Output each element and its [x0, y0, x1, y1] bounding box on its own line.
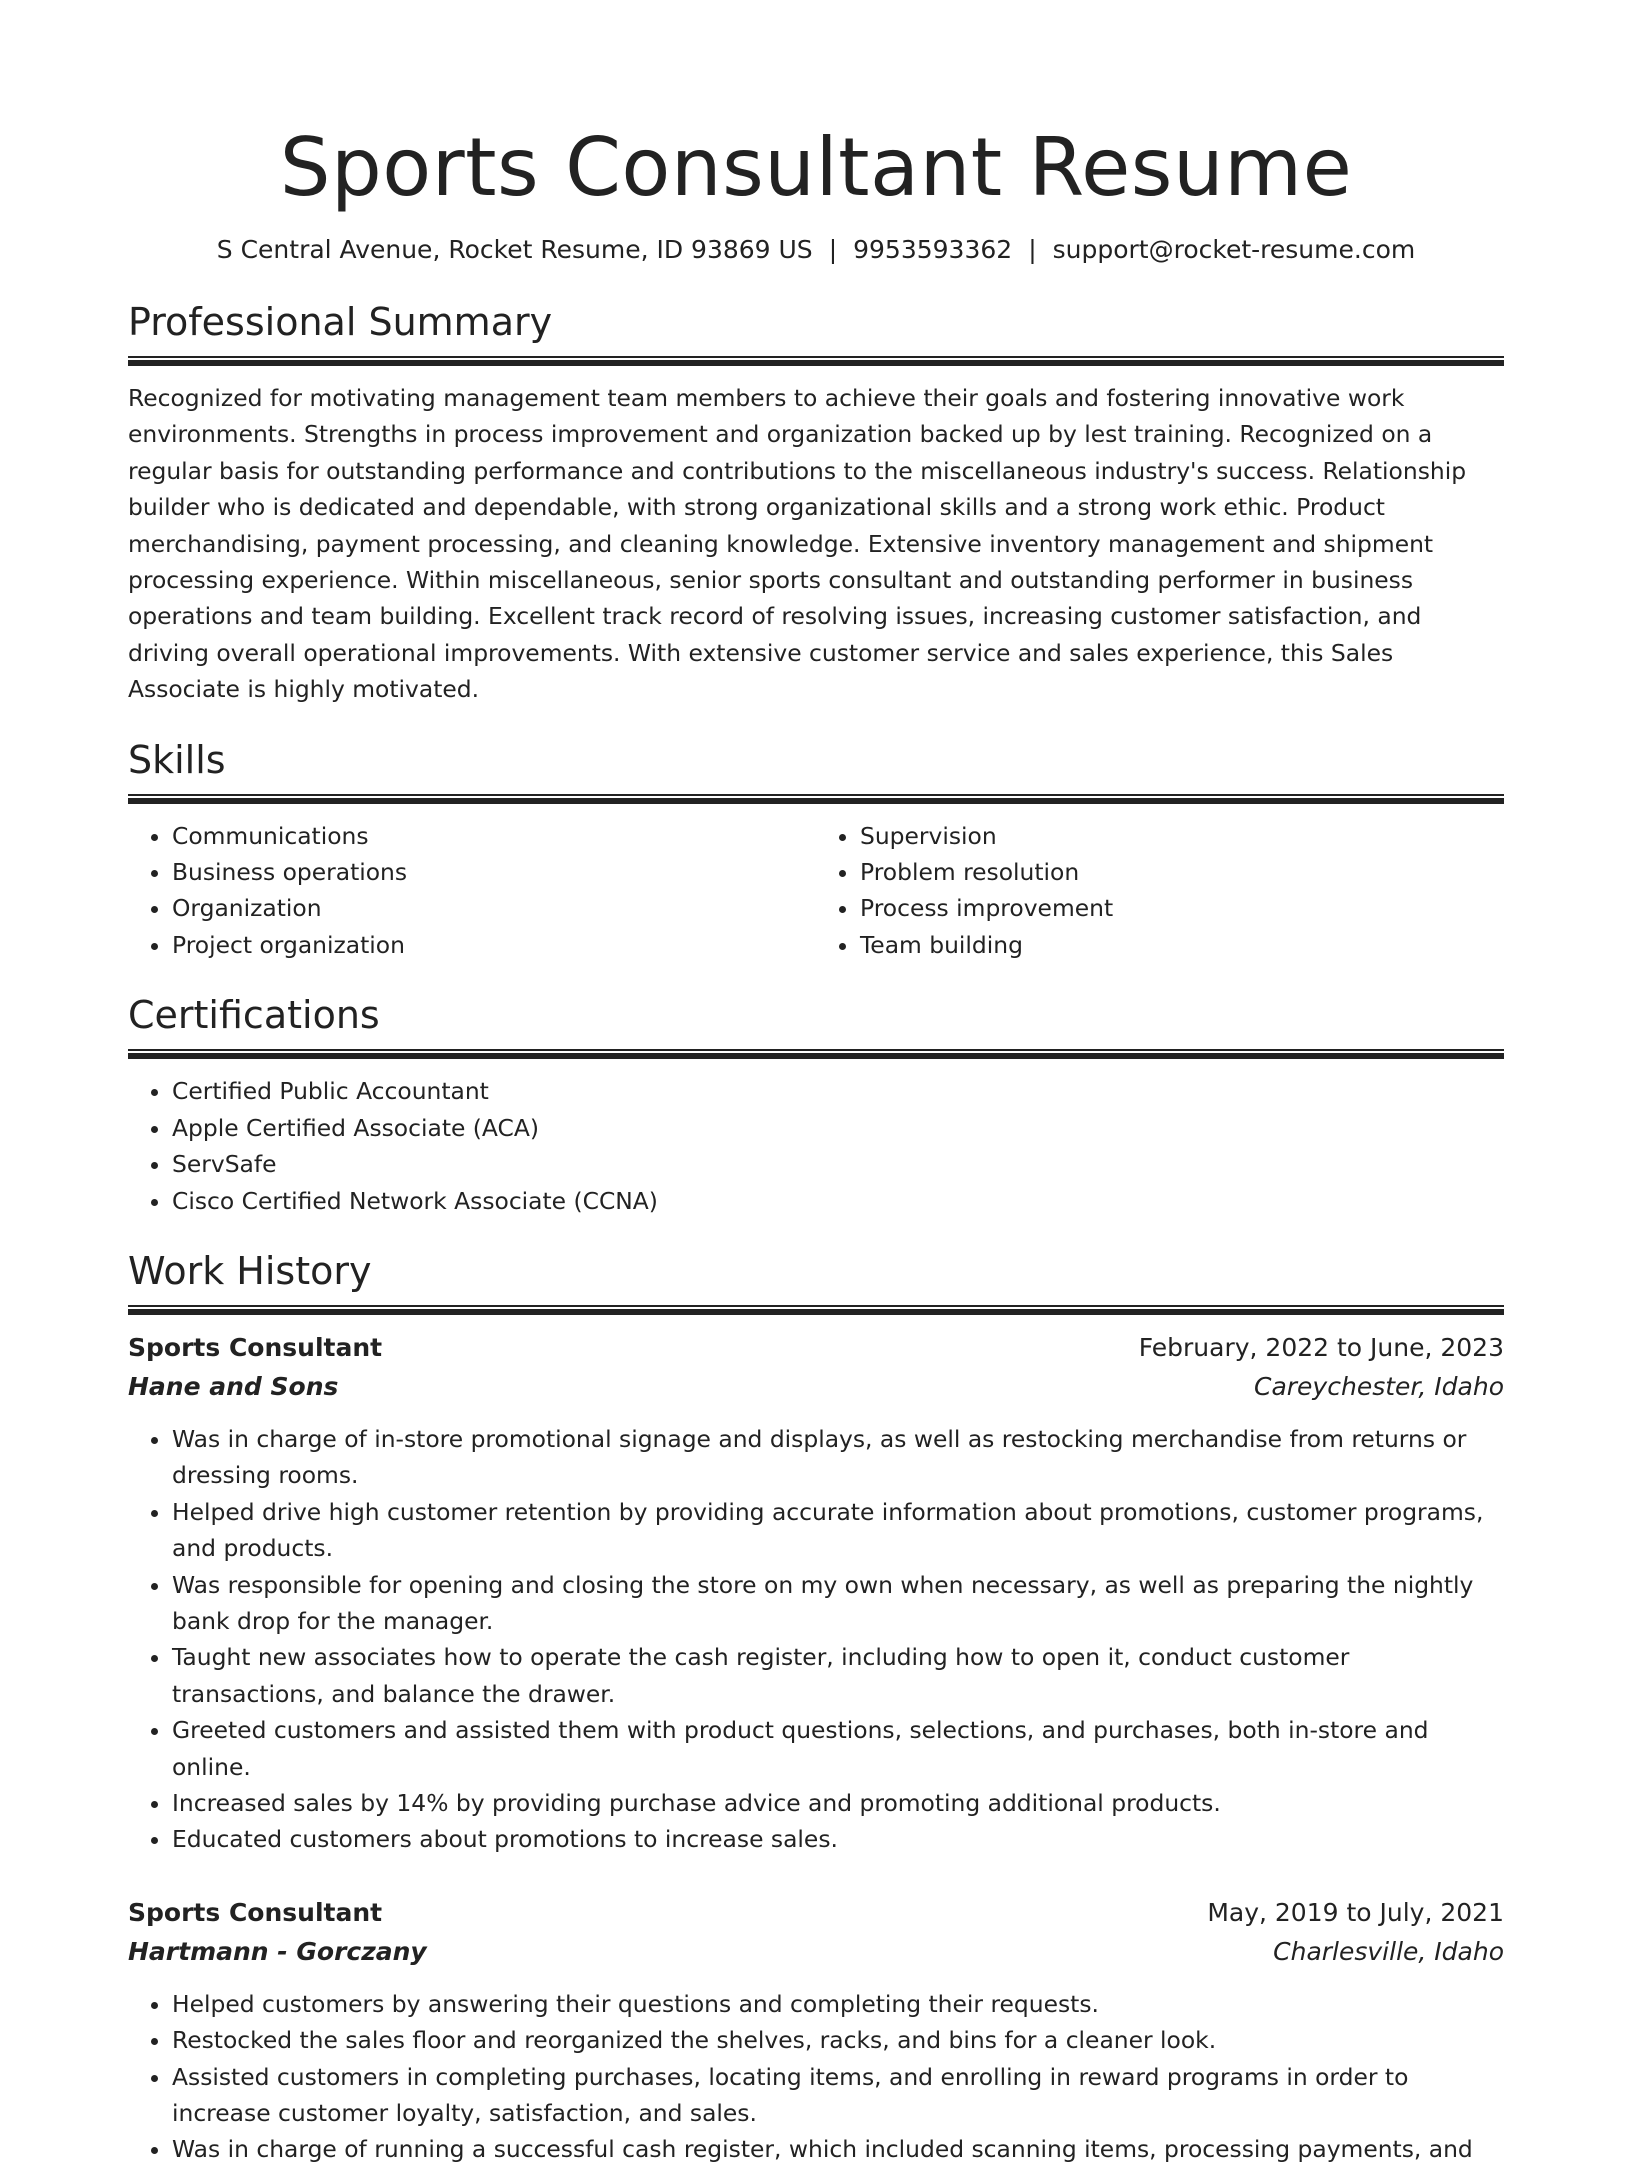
job-location: Charlesville, Idaho — [1273, 1936, 1504, 1966]
job-title: Sports Consultant — [128, 1897, 383, 1927]
resume-title: Sports Consultant Resume — [279, 121, 1353, 214]
contact-phone: 9953593362 — [853, 235, 1013, 264]
summary-text: Recognized for motivating management team members to achieve their goals and fostering innovative work environments. Strengths in process improvement and organization backed up by lest training. Recognized on a regular basis for outstanding performance and contributions to the miscellaneous industry's success. Relationship builder who is dedicated and dependable, with strong organizational skills and a strong work ethic. Product merchandising, payment processing, and cleaning knowledge. Extensive inventory management and shipment processing experience. Within miscellaneous, senior sports consultant and outstanding performer in business operations and team building. Excellent track record of resolving issues, increasing customer satisfaction, and driving overall operational improvements. With extensive customer service and sales experience, this Sales Associate is highly motivated. — [128, 384, 1467, 704]
section-divider — [128, 794, 1504, 804]
job-company: Hartmann - Gorczany — [128, 1936, 427, 1966]
job-entry — [128, 1329, 1504, 1858]
job-bullets — [128, 1421, 1504, 1858]
job-company: Hane and Sons — [128, 1371, 339, 1401]
job-bullet: • Helped customers by answering their questions and completing their requests. — [172, 1986, 1504, 2022]
skill-item: • Problem resolution — [860, 854, 1504, 890]
job-location: Careychester, Idaho — [1254, 1371, 1504, 1401]
job-company-row — [128, 1367, 1504, 1407]
contact-separator: | — [828, 235, 838, 264]
summary-heading: Professional Summary — [128, 300, 553, 344]
work-history-section — [128, 1247, 1504, 2168]
skills-list-right — [816, 818, 1504, 964]
job-bullet: • Assisted customers in completing purchases, locating items, and enrolling in reward programs in order to increase customer loyalty, satisfaction, and sales. — [172, 2059, 1504, 2132]
job-header-row — [128, 1894, 1504, 1932]
summary-section — [128, 298, 1504, 708]
contact-email: support@rocket-resume.com — [1052, 235, 1416, 264]
skill-item: • Organization — [172, 890, 816, 926]
skills-list-left — [128, 818, 816, 964]
skills-columns — [128, 818, 1504, 964]
skill-item: • Communications — [172, 818, 816, 854]
job-dates: February, 2022 to June, 2023 — [1138, 1332, 1504, 1362]
skills-section — [128, 736, 1504, 964]
skills-heading: Skills — [128, 737, 226, 782]
job-bullet: • Taught new associates how to operate the cash register, including how to open it, conduct customer transactions, and balance the drawer. — [172, 1639, 1504, 1712]
certification-item: • Apple Certified Associate (ACA) — [172, 1110, 1504, 1146]
certifications-heading: Certifications — [128, 993, 380, 1038]
job-bullet: • Was responsible for opening and closing the store on my own when necessary, as well as preparing the nightly bank drop for the manager. — [172, 1567, 1504, 1640]
job-bullet: • Educated customers about promotions to increase sales. — [172, 1821, 1504, 1857]
section-divider — [128, 1305, 1504, 1315]
certification-item: • Certified Public Accountant — [172, 1073, 1504, 1109]
job-bullet: • Restocked the sales floor and reorganized the shelves, racks, and bins for a cleaner look. — [172, 2022, 1504, 2058]
job-title: Sports Consultant — [128, 1332, 383, 1362]
certification-item: • ServSafe — [172, 1146, 1504, 1182]
skill-item: • Team building — [860, 927, 1504, 963]
job-entry — [128, 1894, 1504, 2168]
work-history-heading: Work History — [128, 1248, 372, 1293]
contact-address: S Central Avenue, Rocket Resume, ID 93869 US — [216, 235, 813, 264]
certifications-list — [128, 1073, 1504, 1219]
job-bullet: • Was in charge of in-store promotional signage and displays, as well as restocking merchandise from returns or dressing rooms. — [172, 1421, 1504, 1494]
skill-item: • Business operations — [172, 854, 816, 890]
job-company-row — [128, 1932, 1504, 1972]
contact-separator: | — [1028, 235, 1037, 264]
contact-line — [128, 232, 1504, 268]
job-bullet: • Greeted customers and assisted them with product questions, selections, and purchases, both in-store and online. — [172, 1712, 1504, 1785]
resume-header — [128, 0, 1504, 268]
job-bullet: • Was in charge of running a successful cash register, which included scanning items, processing payments, and — [172, 2131, 1504, 2167]
section-divider — [128, 1049, 1504, 1059]
section-divider — [128, 356, 1504, 366]
job-bullet: • Increased sales by 14% by providing purchase advice and promoting additional products. — [172, 1785, 1504, 1821]
skill-item: • Supervision — [860, 818, 1504, 854]
job-header-row — [128, 1329, 1504, 1367]
certification-item: • Cisco Certified Network Associate (CCNA) — [172, 1183, 1504, 1219]
job-dates: May, 2019 to July, 2021 — [1207, 1897, 1504, 1927]
job-bullet: • Helped drive high customer retention by providing accurate information about promotions, customer programs, and products. — [172, 1494, 1504, 1567]
skill-item: • Process improvement — [860, 890, 1504, 926]
certifications-section — [128, 991, 1504, 1219]
job-bullets — [128, 1986, 1504, 2168]
skill-item: • Project organization — [172, 927, 816, 963]
